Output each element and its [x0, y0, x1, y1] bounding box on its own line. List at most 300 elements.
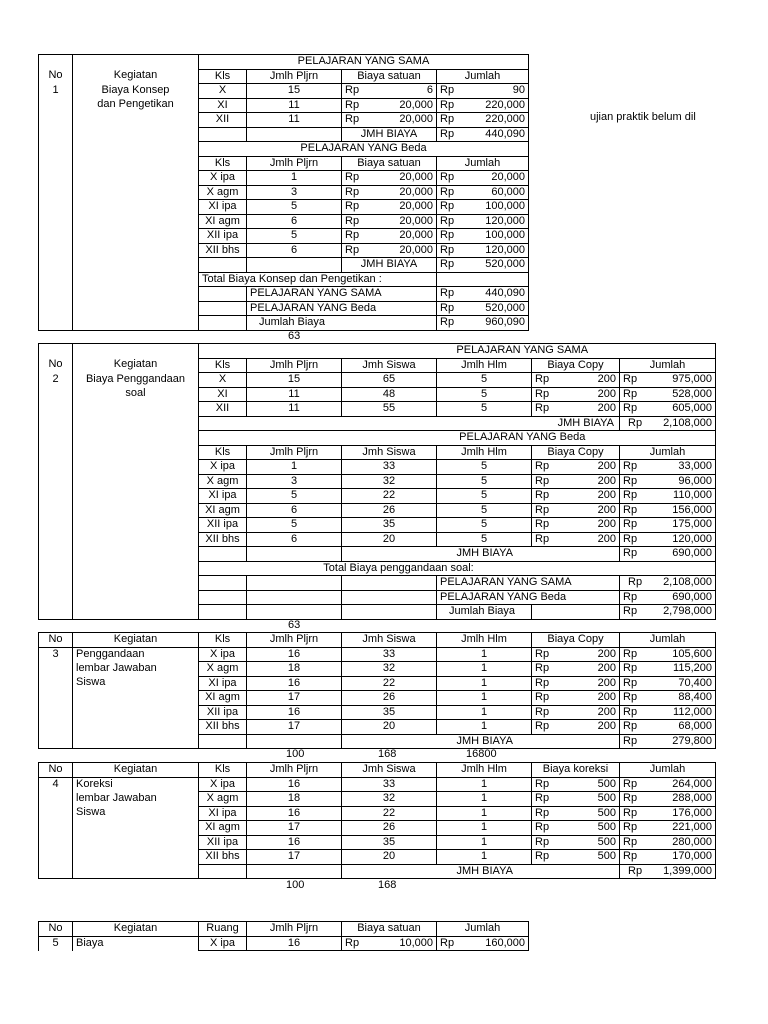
kls-cell: XI ipa — [199, 489, 247, 504]
copy-cell — [532, 489, 620, 504]
col-header: No — [39, 633, 73, 648]
hlm-cell: 5 — [437, 489, 532, 504]
amount: 200 — [597, 402, 616, 414]
amount: 500 — [597, 835, 616, 848]
currency: Rp — [440, 287, 455, 299]
pljrn-cell: 3 — [247, 185, 342, 200]
jumlah-cell — [620, 402, 716, 417]
pljrn-cell: 1 — [247, 460, 342, 475]
hlm-cell: 5 — [437, 518, 532, 533]
currency: Rp — [440, 214, 455, 227]
amount: 100,000 — [485, 229, 525, 241]
pljrn-cell: 11 — [247, 98, 342, 113]
amount: 20,000 — [399, 200, 433, 212]
currency: Rp — [535, 460, 550, 472]
biaya-cell — [342, 84, 437, 99]
currency: Rp — [623, 777, 638, 790]
koreksi-cell — [532, 792, 620, 807]
jumlah-cell — [620, 474, 716, 489]
amount: 500 — [597, 806, 616, 819]
amount: 690,000 — [672, 590, 712, 603]
siswa-cell: 33 — [342, 777, 437, 792]
summary-value — [437, 287, 529, 302]
siswa-cell: 32 — [342, 792, 437, 807]
amount: 200 — [597, 647, 616, 660]
col-header: Jmh Siswa — [342, 633, 437, 648]
col-header: Kls — [199, 358, 247, 373]
kls-cell: XI ipa — [199, 676, 247, 691]
amount: 20,000 — [399, 113, 433, 125]
currency: Rp — [535, 792, 550, 804]
summary-value — [437, 316, 529, 331]
currency: Rp — [623, 518, 638, 530]
jumlah-cell — [437, 171, 529, 186]
koreksi-cell — [532, 777, 620, 792]
amount: 2,108,000 — [663, 416, 712, 429]
amount: 520,000 — [485, 301, 525, 314]
col-header: Kls — [199, 69, 247, 84]
koreksi-cell — [532, 821, 620, 836]
currency: Rp — [535, 373, 550, 385]
jumlah-cell — [437, 243, 529, 258]
hlm-cell: 1 — [437, 662, 532, 677]
pljrn-cell: 5 — [247, 200, 342, 215]
sheet-table-4 — [38, 762, 716, 879]
jumlah-cell — [620, 460, 716, 475]
kls-cell: XII ipa — [199, 705, 247, 720]
helper-number: 168 — [378, 879, 397, 891]
currency: Rp — [623, 662, 638, 674]
kls-cell: X — [199, 84, 247, 99]
pljrn-cell: 6 — [247, 214, 342, 229]
siswa-cell: 48 — [342, 387, 437, 402]
currency: Rp — [345, 113, 360, 125]
siswa-cell: 20 — [342, 720, 437, 735]
total-label: JMH BIAYA — [342, 127, 437, 142]
kls-cell: XII bhs — [199, 243, 247, 258]
amount: 528,000 — [672, 387, 712, 400]
total-label: JMH BIAYA — [342, 258, 437, 273]
currency: Rp — [535, 806, 550, 819]
amount: 500 — [597, 821, 616, 833]
copy-cell — [532, 691, 620, 706]
currency: Rp — [623, 532, 638, 545]
currency: Rp — [440, 301, 455, 314]
currency: Rp — [628, 864, 643, 877]
col-header: Biaya satuan — [342, 156, 437, 171]
amount: 60,000 — [491, 185, 525, 198]
currency: Rp — [623, 605, 638, 617]
biaya-cell — [342, 171, 437, 186]
amount: 220,000 — [485, 98, 525, 111]
currency: Rp — [628, 416, 643, 429]
siswa-cell: 22 — [342, 489, 437, 504]
amount: 88,400 — [678, 691, 712, 703]
copy-cell — [532, 662, 620, 677]
col-header: Jmlh Pljrn — [247, 445, 342, 460]
col-header: Jmlh Pljrn — [247, 69, 342, 84]
siswa-cell: 26 — [342, 691, 437, 706]
col-header: No — [39, 922, 73, 937]
amount: 33,000 — [678, 460, 712, 472]
amount: 200 — [597, 518, 616, 530]
col-header: Kls — [199, 156, 247, 171]
total-cell — [620, 864, 716, 879]
table-biaya-ruang — [38, 921, 529, 951]
kls-cell: X agm — [199, 662, 247, 677]
amount: 200 — [597, 676, 616, 689]
kls-cell: XII bhs — [199, 850, 247, 865]
col-header: Kegiatan — [73, 69, 199, 84]
pljrn-cell: 18 — [247, 662, 342, 677]
hlm-cell: 1 — [437, 835, 532, 850]
pljrn-cell: 11 — [247, 113, 342, 128]
col-header: Jmlh Hlm — [437, 445, 532, 460]
siswa-cell: 26 — [342, 821, 437, 836]
copy-cell — [532, 503, 620, 518]
helper-number: 63 — [288, 619, 301, 631]
jumlah-cell — [620, 806, 716, 821]
pljrn-cell: 15 — [247, 84, 342, 99]
kls-cell: XI ipa — [199, 806, 247, 821]
pljrn-cell: 17 — [247, 850, 342, 865]
jumlah-cell — [437, 229, 529, 244]
currency: Rp — [440, 127, 455, 140]
kls-cell: XII ipa — [199, 835, 247, 850]
jumlah-cell — [437, 98, 529, 113]
amount: 960,090 — [485, 316, 525, 328]
amount: 975,000 — [672, 373, 712, 385]
currency: Rp — [623, 590, 638, 603]
amount: 20,000 — [399, 214, 433, 227]
pljrn-cell: 17 — [247, 821, 342, 836]
kegiatan-line: lembar Jawaban — [73, 662, 199, 677]
amount: 221,000 — [672, 821, 712, 833]
siswa-cell: 33 — [342, 647, 437, 662]
koreksi-cell — [532, 835, 620, 850]
siswa-cell: 20 — [342, 850, 437, 865]
hlm-cell: 1 — [437, 705, 532, 720]
currency: Rp — [623, 835, 638, 848]
pljrn-cell: 16 — [247, 647, 342, 662]
section-title: PELAJARAN YANG Beda — [437, 431, 716, 446]
currency: Rp — [345, 229, 360, 241]
amount: 20,000 — [399, 229, 433, 241]
pljrn-cell: 17 — [247, 691, 342, 706]
hlm-cell: 5 — [437, 532, 532, 547]
copy-cell — [532, 676, 620, 691]
amount: 10,000 — [399, 936, 433, 949]
col-header: Biaya satuan — [342, 922, 437, 937]
kegiatan-line: Siswa — [73, 806, 199, 821]
currency: Rp — [623, 850, 638, 862]
col-header: Jmlh Pljrn — [247, 763, 342, 778]
currency: Rp — [535, 705, 550, 718]
summary-value — [620, 576, 716, 591]
col-header: Ruang — [199, 922, 247, 937]
table-penggandaan-lembar-jawaban — [38, 632, 716, 749]
kls-cell: X agm — [199, 185, 247, 200]
kls-cell: X agm — [199, 474, 247, 489]
col-header: Biaya Copy — [532, 633, 620, 648]
kls-cell: X ipa — [199, 777, 247, 792]
total-label: JMH BIAYA — [437, 416, 620, 431]
amount: 264,000 — [672, 777, 712, 790]
hlm-cell: 5 — [437, 474, 532, 489]
col-header: Biaya koreksi — [532, 763, 620, 778]
jumlah-cell — [437, 84, 529, 99]
col-header: Jumlah — [437, 922, 529, 937]
currency: Rp — [440, 185, 455, 198]
jumlah-cell — [620, 662, 716, 677]
helper-number: 16800 — [466, 748, 497, 760]
jumlah-cell — [620, 705, 716, 720]
currency: Rp — [535, 850, 550, 862]
summary-label: PELAJARAN YANG Beda — [247, 301, 437, 316]
jumlah-cell — [620, 532, 716, 547]
currency: Rp — [345, 214, 360, 227]
pljrn-cell: 15 — [247, 373, 342, 388]
amount: 280,000 — [672, 835, 712, 848]
currency: Rp — [623, 676, 638, 689]
kls-cell: X ipa — [199, 460, 247, 475]
currency: Rp — [345, 98, 360, 111]
currency: Rp — [623, 387, 638, 400]
table-biaya-penggandaan — [38, 343, 716, 620]
hlm-cell: 1 — [437, 777, 532, 792]
kegiatan-line: soal — [73, 387, 199, 402]
hlm-cell: 1 — [437, 792, 532, 807]
amount: 120,000 — [485, 243, 525, 256]
koreksi-cell — [532, 806, 620, 821]
pljrn-cell: 16 — [247, 806, 342, 821]
pljrn-cell: 5 — [247, 229, 342, 244]
amount: 160,000 — [485, 936, 525, 949]
copy-cell — [532, 474, 620, 489]
pljrn-cell: 5 — [247, 489, 342, 504]
total-label: JMH BIAYA — [437, 864, 620, 879]
kegiatan-line: Siswa — [73, 676, 199, 691]
currency: Rp — [440, 258, 455, 270]
summary-label: PELAJARAN YANG SAMA — [247, 287, 437, 302]
amount: 20,000 — [399, 98, 433, 111]
currency: Rp — [623, 792, 638, 804]
currency: Rp — [440, 243, 455, 256]
currency: Rp — [535, 474, 550, 487]
currency: Rp — [440, 936, 455, 949]
jumlah-cell — [620, 792, 716, 807]
biaya-cell — [342, 98, 437, 113]
col-header: Biaya satuan — [342, 69, 437, 84]
summary-label: Jumlah Biaya — [247, 316, 437, 331]
side-note: ujian praktik belum dil — [590, 111, 696, 123]
pljrn-cell: 6 — [247, 503, 342, 518]
kegiatan-line: Biaya Konsep — [73, 84, 199, 99]
amount: 279,800 — [672, 734, 712, 747]
hlm-cell: 1 — [437, 676, 532, 691]
section-title: PELAJARAN YANG Beda — [199, 142, 529, 157]
currency: Rp — [623, 734, 638, 747]
section-title: PELAJARAN YANG SAMA — [437, 344, 716, 359]
col-header: Jmlh Pljrn — [247, 358, 342, 373]
amount: 200 — [597, 460, 616, 472]
amount: 96,000 — [678, 474, 712, 487]
siswa-cell: 35 — [342, 518, 437, 533]
hlm-cell: 5 — [437, 402, 532, 417]
sheet-table-3 — [38, 632, 716, 749]
currency: Rp — [440, 316, 455, 328]
amount: 2,108,000 — [663, 576, 712, 588]
currency: Rp — [623, 821, 638, 833]
jumlah-cell — [620, 518, 716, 533]
amount: 68,000 — [678, 720, 712, 732]
amount: 20,000 — [491, 171, 525, 183]
amount: 2,798,000 — [663, 605, 712, 617]
pljrn-cell: 16 — [247, 705, 342, 720]
currency: Rp — [535, 503, 550, 516]
siswa-cell: 35 — [342, 835, 437, 850]
biaya-cell — [342, 113, 437, 128]
kls-cell: XI agm — [199, 691, 247, 706]
jumlah-cell — [620, 676, 716, 691]
amount: 200 — [597, 662, 616, 674]
hlm-cell: 5 — [437, 387, 532, 402]
col-header: Biaya Copy — [532, 358, 620, 373]
amount: 175,000 — [672, 518, 712, 530]
jumlah-cell — [437, 936, 529, 951]
jumlah-cell — [620, 720, 716, 735]
jumlah-cell — [620, 850, 716, 865]
col-header: Jmh Siswa — [342, 763, 437, 778]
pljrn-cell: 6 — [247, 243, 342, 258]
helper-number: 168 — [378, 748, 397, 760]
amount: 200 — [597, 387, 616, 400]
copy-cell — [532, 460, 620, 475]
kegiatan-line: lembar Jawaban — [73, 792, 199, 807]
kls-cell: XI — [199, 98, 247, 113]
summary-label: PELAJARAN YANG Beda — [437, 590, 620, 605]
hlm-cell: 1 — [437, 720, 532, 735]
summary-label: PELAJARAN YANG SAMA — [437, 576, 620, 591]
kls-cell: XII — [199, 402, 247, 417]
jumlah-cell — [620, 489, 716, 504]
amount: 200 — [597, 532, 616, 545]
pljrn-cell: 11 — [247, 402, 342, 417]
row-number: 1 — [39, 84, 73, 99]
pljrn-cell: 5 — [247, 518, 342, 533]
col-header: Jmh Siswa — [342, 358, 437, 373]
kls-cell: XI agm — [199, 821, 247, 836]
col-header: No — [39, 763, 73, 778]
kegiatan-line: Biaya Penggandaan — [73, 373, 199, 388]
siswa-cell: 65 — [342, 373, 437, 388]
table-koreksi-lembar-jawaban — [38, 762, 716, 879]
amount: 120,000 — [485, 214, 525, 227]
amount: 100,000 — [485, 200, 525, 212]
copy-cell — [532, 387, 620, 402]
summary-value — [620, 605, 716, 620]
summary-value — [437, 301, 529, 316]
amount: 112,000 — [673, 705, 712, 718]
jumlah-cell — [620, 503, 716, 518]
siswa-cell: 26 — [342, 503, 437, 518]
amount: 200 — [597, 691, 616, 703]
currency: Rp — [535, 821, 550, 833]
jumlah-cell — [437, 185, 529, 200]
copy-cell — [532, 532, 620, 547]
helper-number: 100 — [286, 748, 305, 760]
hlm-cell: 5 — [437, 373, 532, 388]
amount: 200 — [597, 720, 616, 732]
currency: Rp — [440, 113, 455, 125]
amount: 200 — [597, 373, 616, 385]
currency: Rp — [440, 98, 455, 111]
currency: Rp — [535, 676, 550, 689]
pljrn-cell: 16 — [247, 676, 342, 691]
amount: 176,000 — [672, 806, 712, 819]
amount: 105,600 — [672, 647, 712, 660]
koreksi-cell — [532, 850, 620, 865]
amount: 20,000 — [399, 243, 433, 256]
amount: 170,000 — [672, 850, 712, 862]
col-header: Kls — [199, 633, 247, 648]
currency: Rp — [535, 402, 550, 414]
amount: 605,000 — [672, 402, 712, 414]
biaya-cell — [342, 243, 437, 258]
total-cell — [620, 734, 716, 749]
amount: 20,000 — [399, 171, 433, 183]
pljrn-cell: 18 — [247, 792, 342, 807]
kls-cell: XI ipa — [199, 200, 247, 215]
total-cell — [620, 547, 716, 562]
currency: Rp — [345, 84, 360, 96]
row-number: 2 — [39, 373, 73, 388]
pljrn-cell: 1 — [247, 171, 342, 186]
amount: 156,000 — [672, 503, 712, 516]
summary-title: Total Biaya penggandaan soal: — [199, 561, 716, 576]
siswa-cell: 22 — [342, 806, 437, 821]
currency: Rp — [440, 200, 455, 212]
kls-cell: XI — [199, 387, 247, 402]
summary-title: Total Biaya Konsep dan Pengetikan : — [199, 272, 437, 287]
amount: 220,000 — [485, 113, 525, 125]
section-title: PELAJARAN YANG SAMA — [199, 55, 529, 70]
currency: Rp — [623, 547, 638, 559]
amount: 110,000 — [673, 489, 712, 501]
col-header: Kegiatan — [73, 633, 199, 648]
col-header: No — [39, 358, 73, 373]
hlm-cell: 5 — [437, 460, 532, 475]
biaya-cell — [342, 229, 437, 244]
amount: 200 — [597, 705, 616, 718]
kegiatan-line: Koreksi — [73, 777, 199, 792]
siswa-cell: 20 — [342, 532, 437, 547]
amount: 500 — [597, 777, 616, 790]
amount: 200 — [597, 474, 616, 487]
jumlah-cell — [437, 200, 529, 215]
col-header: No — [39, 69, 73, 84]
helper-number: 63 — [288, 330, 301, 342]
currency: Rp — [623, 705, 638, 718]
currency: Rp — [345, 243, 360, 256]
col-header: Jumlah — [437, 69, 529, 84]
biaya-cell — [342, 214, 437, 229]
summary-label: Jumlah Biaya — [437, 605, 532, 620]
col-header: Jumlah — [620, 358, 716, 373]
jumlah-cell — [620, 647, 716, 662]
total-label: JMH BIAYA — [437, 547, 620, 562]
jumlah-cell — [620, 821, 716, 836]
